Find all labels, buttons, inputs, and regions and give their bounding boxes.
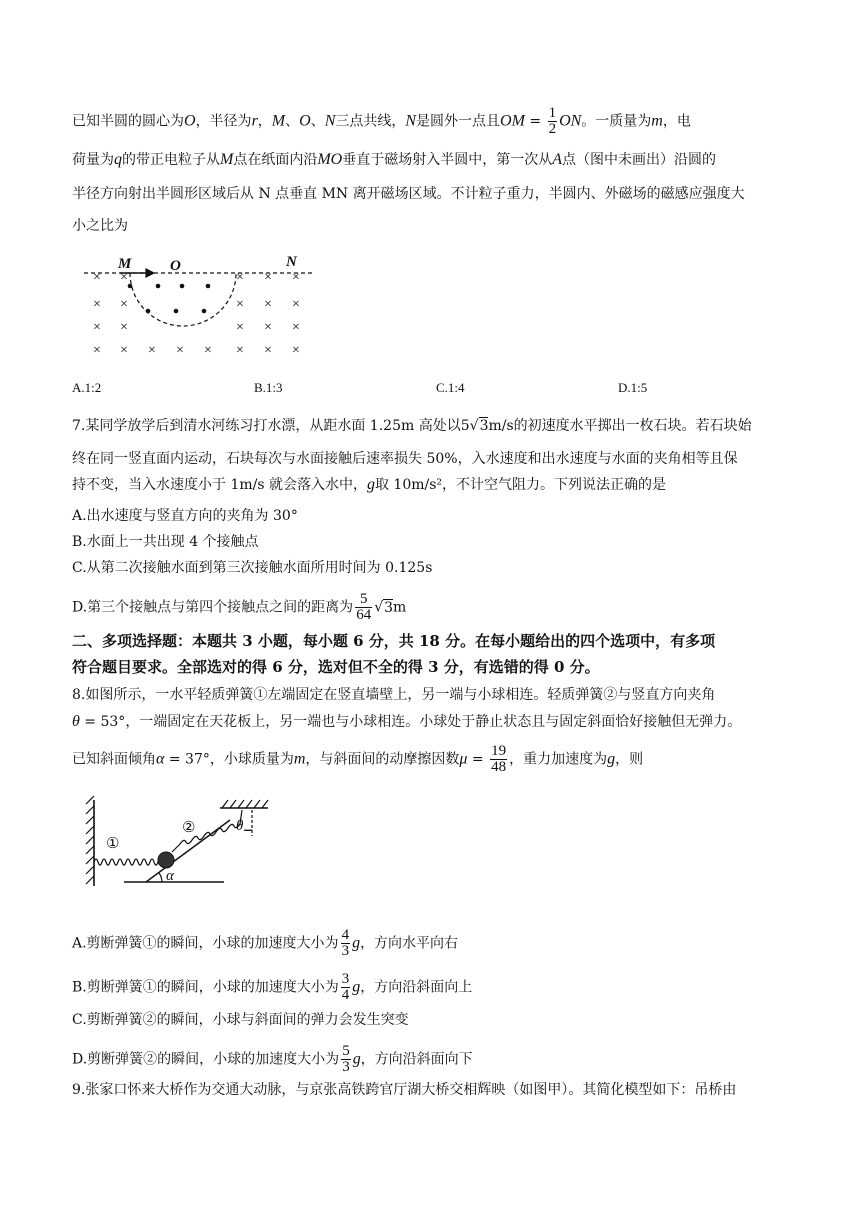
q7-line-3 xyxy=(72,475,666,495)
dot-icon xyxy=(202,309,207,314)
q6-text: 的带正电粒子从 xyxy=(122,152,220,168)
var-g: g xyxy=(352,934,361,952)
velocity-unit: m/s xyxy=(488,418,514,434)
var-M: M xyxy=(271,112,286,130)
fig-label-M: M xyxy=(118,256,132,272)
var-theta: θ xyxy=(72,713,80,730)
var-g: g xyxy=(352,1050,361,1068)
q7-text: 持不变，当入水速度小于 1m/s 就会落入水中， xyxy=(72,477,367,493)
cross-icon: × xyxy=(176,343,184,358)
q8-line-2 xyxy=(72,712,741,732)
q6-magnetic-field-figure xyxy=(82,248,320,368)
cross-icon: × xyxy=(236,320,244,335)
cross-icon: × xyxy=(93,297,101,312)
spring-1 xyxy=(94,859,162,865)
var-q: q xyxy=(114,151,122,168)
cross-icon: × xyxy=(204,343,212,358)
dot-icon xyxy=(180,284,185,289)
var-MO: MO xyxy=(317,151,343,168)
q7-line-2: 终在同一竖直面内运动，石块每次与水面接触后速率损失 50%，入水速度和出水速度与水面的夹角相等且保 xyxy=(72,451,738,467)
q7-text: D.第三个接触点与第四个接触点之间的距离为 xyxy=(72,599,354,616)
var-N: N xyxy=(405,112,417,130)
q6-text: ，电 xyxy=(662,113,691,130)
q8-option-b xyxy=(72,972,472,1003)
var-g: g xyxy=(366,476,375,493)
q6-text: 已知半圆的圆心为 xyxy=(72,113,184,130)
q8-text: ，与斜面间的动摩擦因数 xyxy=(305,751,460,768)
q8-option-d xyxy=(72,1044,473,1075)
fig-label-N: N xyxy=(286,254,297,270)
q6-line-3: 半径方向射出半圆形区域后从 N 点垂直 MN 离开磁场区域。不计粒子重力，半圆内、外磁场的磁感应强度大 xyxy=(72,186,745,202)
q6-text: ，半径为 xyxy=(195,113,252,130)
cross-icon: × xyxy=(292,343,300,358)
var-M: M xyxy=(220,151,234,168)
dot-icon xyxy=(206,284,211,289)
fraction-denominator: 64 xyxy=(356,607,372,623)
q8-text: ，一端固定在天花板上，另一端也与小球相连。小球处于静止状态且与固定斜面恰好接触但无弹力。 xyxy=(125,714,742,730)
q8-text: ，则 xyxy=(615,751,644,768)
q7-option-d: D.第三个接触点与第四个接触点之间的距离为 $\frac{5}{64}$ √3m xyxy=(72,591,407,623)
fig-label-spring-1: ① xyxy=(106,836,120,852)
q6-text: ， xyxy=(257,113,272,130)
q6-text: 垂直于磁场射入半圆中，第一次从 xyxy=(342,152,553,168)
var-ON: ON xyxy=(559,112,582,130)
q8-option-c: C.剪断弹簧②的瞬间，小球与斜面间的弹力会发生突变 xyxy=(72,1012,409,1028)
cross-icon: × xyxy=(120,320,128,335)
var-alpha: α xyxy=(156,750,165,768)
q7-text: 的初速度水平掷出一枚石块。若石块始 xyxy=(513,418,752,434)
q8-text: ，方向水平向右 xyxy=(360,935,459,952)
q8-text: ，小球质量为 xyxy=(209,751,294,768)
q9-line-1: 9.张家口怀来大桥作为交通大动脉，与京张高铁跨官厅湖大桥交相辉映（如图甲）。其简化模型如下：吊桥由 xyxy=(72,1082,737,1098)
ball xyxy=(158,852,174,868)
velocity-coefficient: 5 xyxy=(460,418,470,434)
q8-text: D.剪断弹簧②的瞬间，小球的加速度大小为 xyxy=(72,1051,340,1068)
alpha-value: = 37° xyxy=(164,751,210,768)
semicircle-boundary xyxy=(130,273,236,326)
unit: m xyxy=(393,599,407,616)
fraction xyxy=(355,592,372,623)
fig-label-O: O xyxy=(170,258,181,274)
equals-sign: = xyxy=(467,751,489,768)
q8-line-3 xyxy=(72,744,643,775)
q6-text: 点（图中未画出）沿圆的 xyxy=(562,152,716,168)
arrow-head-icon xyxy=(146,269,154,277)
q8-spring-ball-figure xyxy=(84,796,274,892)
q8-text: ，方向沿斜面向下 xyxy=(360,1051,473,1068)
cross-icon: × xyxy=(120,343,128,358)
section-heading-line-1: 二、多项选择题：本题共 3 小题，每小题 6 分，共 18 分。在每小题给出的四个选项中，有多项 xyxy=(72,632,716,650)
dot-icon xyxy=(128,284,133,289)
var-m: m xyxy=(293,750,306,768)
cross-icon: × xyxy=(292,297,300,312)
q6-text: 、 xyxy=(310,113,325,130)
equals-sign: = xyxy=(524,113,546,130)
fraction-numerator: 3 xyxy=(341,971,350,987)
var-O: O xyxy=(184,112,196,130)
q7-text: 7.某同学放学后到清水河练习打水漂，从距水面 1.25m 高处以 xyxy=(72,418,461,434)
wall-hatching xyxy=(86,796,94,884)
fraction-numerator: 1 xyxy=(548,105,557,121)
q8-text: ，重力加速度为 xyxy=(509,751,608,768)
q7-option-c: C.从第二次接触水面到第三次接触水面所用时间为 0.125s xyxy=(72,560,433,576)
q6-text: 点在纸面内沿 xyxy=(233,152,318,168)
fraction-numerator: 4 xyxy=(341,927,350,943)
var-m: m xyxy=(651,112,663,130)
q8-text: A.剪断弹簧①的瞬间，小球的加速度大小为 xyxy=(72,935,339,952)
fraction xyxy=(548,106,558,137)
fraction xyxy=(490,744,507,775)
cross-icon: × xyxy=(148,343,156,358)
q6-option-c: C.1:4 xyxy=(436,380,465,395)
radicand: 3 xyxy=(384,599,394,616)
cross-icon: × xyxy=(264,270,272,285)
fraction-numerator: 19 xyxy=(491,743,507,759)
ceiling-hatching xyxy=(222,800,268,808)
q6-line-2 xyxy=(72,150,716,170)
cross-icon: × xyxy=(236,297,244,312)
fraction-numerator: 5 xyxy=(342,1043,350,1059)
cross-icon: × xyxy=(93,320,101,335)
fraction xyxy=(341,928,351,959)
var-N: N xyxy=(324,112,336,130)
q6-text: 三点共线， xyxy=(335,113,406,130)
var-r: r xyxy=(251,112,258,130)
var-A: A xyxy=(552,151,562,168)
dot-icon xyxy=(146,309,151,314)
q6-option-b: B.1:3 xyxy=(254,380,283,395)
fraction-denominator: 4 xyxy=(341,987,350,1003)
q7-line-1: 7.某同学放学后到清水河练习打水漂，从距水面 1.25m 高处以5√3m/s的初速度水平掷出一枚石块。若石块始 xyxy=(72,418,752,434)
q7-option-a: A.出水速度与竖直方向的夹角为 30° xyxy=(72,508,298,524)
var-mu: μ xyxy=(459,750,468,768)
fraction-denominator: 48 xyxy=(491,759,507,775)
q6-text: 荷量为 xyxy=(72,152,114,168)
cross-icon: × xyxy=(120,270,128,285)
q8-text: B.剪断弹簧①的瞬间，小球的加速度大小为 xyxy=(72,979,339,996)
q7-text: 取 10m/s²，不计空气阻力。下列说法正确的是 xyxy=(374,477,667,493)
q8-option-a xyxy=(72,928,458,959)
cross-icon: × xyxy=(93,270,101,285)
fig-label-theta: θ xyxy=(236,818,244,834)
q6-text: 、 xyxy=(285,113,300,130)
fig-label-spring-2: ② xyxy=(182,820,196,836)
section-heading-line-2: 符合题目要求。全部选对的得 6 分，选对但不全的得 3 分，有选错的得 0 分。 xyxy=(72,658,600,676)
fraction-numerator: 5 xyxy=(355,592,372,608)
cross-icon: × xyxy=(264,297,272,312)
q6-option-d: D.1:5 xyxy=(618,380,648,395)
var-g: g xyxy=(607,750,616,768)
q8-text: 已知斜面倾角 xyxy=(72,751,156,768)
cross-icon: × xyxy=(264,320,272,335)
cross-icon: × xyxy=(236,270,244,285)
cross-icon: × xyxy=(120,297,128,312)
q6-line-4: 小之比为 xyxy=(72,218,128,234)
q6-line-1 xyxy=(72,106,691,137)
fraction-denominator: 2 xyxy=(548,121,557,137)
fraction xyxy=(341,1044,351,1075)
fraction xyxy=(341,972,351,1003)
cross-icon: × xyxy=(292,320,300,335)
cross-icon: × xyxy=(264,343,272,358)
fig-label-alpha: α xyxy=(166,868,174,884)
cross-icon: × xyxy=(93,343,101,358)
var-g: g xyxy=(352,978,361,996)
fraction-denominator: 3 xyxy=(341,943,350,959)
dot-icon xyxy=(156,284,161,289)
theta-value: = 53° xyxy=(79,714,126,730)
q6-option-a: A.1:2 xyxy=(72,380,102,395)
q8-line-1: 8.如图所示，一水平轻质弹簧①左端固定在竖直墙壁上，另一端与小球相连。轻质弹簧②与竖直方向夹角 xyxy=(72,687,716,703)
q6-text: 。一质量为 xyxy=(581,113,652,130)
fraction-denominator: 3 xyxy=(342,1059,350,1075)
q7-option-b: B.水面上一共出现 4 个接触点 xyxy=(72,534,259,550)
dot-icon xyxy=(174,309,179,314)
q6-text: 是圆外一点且 xyxy=(416,113,501,130)
velocity-radicand: 3 xyxy=(479,418,489,434)
var-OM: OM xyxy=(500,112,525,130)
cross-icon: × xyxy=(236,343,244,358)
angle-arc-alpha xyxy=(159,873,162,882)
q8-text: ，方向沿斜面向上 xyxy=(360,979,473,996)
cross-icon: × xyxy=(292,270,300,285)
var-O: O xyxy=(299,112,311,130)
